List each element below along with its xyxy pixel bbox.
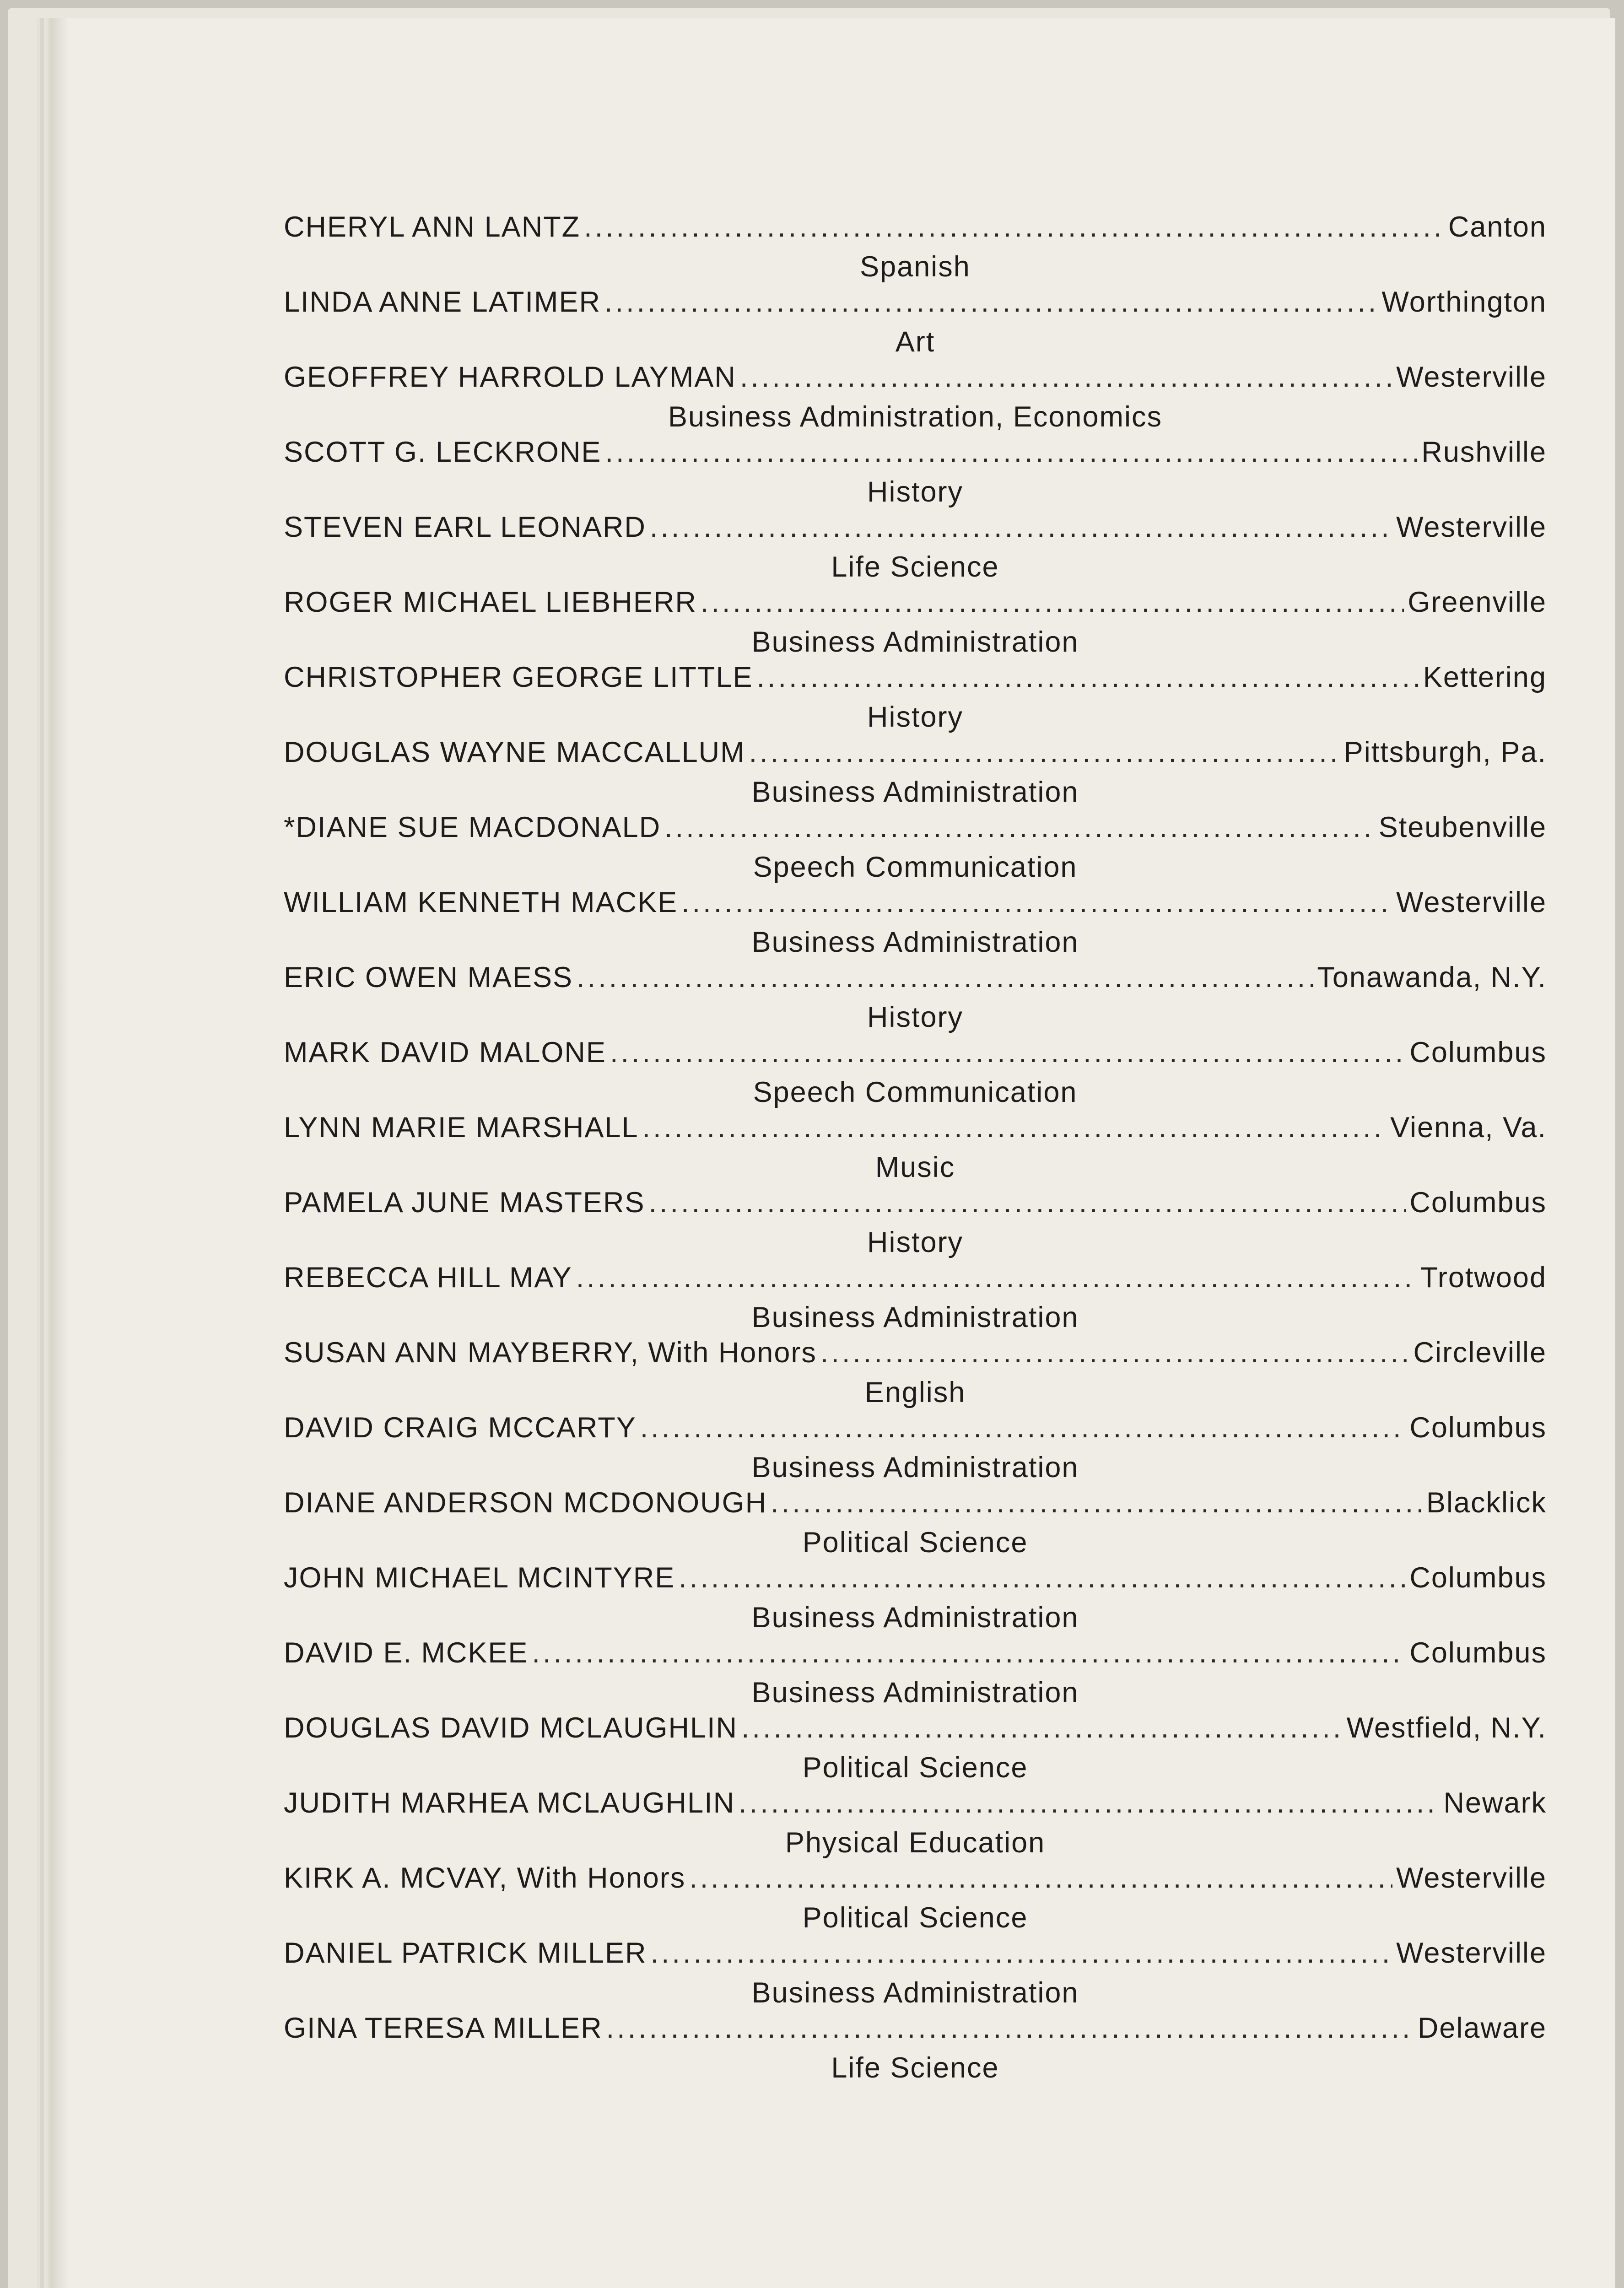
graduate-line (284, 1261, 1547, 1299)
graduate-line (284, 361, 1547, 398)
graduate-entry (284, 210, 1547, 286)
graduate-name: JUDITH MARHEA MCLAUGHLIN (284, 1787, 735, 1819)
graduate-hometown: Vienna, Va. (1390, 1112, 1547, 1144)
graduate-line (284, 586, 1547, 623)
dot-leader (642, 1111, 1387, 1144)
dot-leader (605, 436, 1418, 469)
graduate-major: Spanish (860, 251, 971, 283)
graduate-entry (284, 1862, 1547, 1937)
graduate-entry (284, 1336, 1547, 1411)
graduate-hometown: Greenville (1408, 586, 1547, 618)
graduate-name: LINDA ANNE LATIMER (284, 286, 601, 318)
dot-leader (577, 961, 1313, 994)
graduate-line (284, 661, 1547, 698)
graduate-name: PAMELA JUNE MASTERS (284, 1187, 645, 1219)
graduate-line (284, 1336, 1547, 1374)
graduate-line (284, 436, 1547, 473)
graduate-hometown: Kettering (1423, 661, 1547, 693)
graduate-major: Political Science (802, 1752, 1028, 1784)
graduate-name: DAVID E. MCKEE (284, 1637, 529, 1669)
graduate-line (284, 1862, 1547, 1899)
graduate-line (284, 811, 1547, 848)
program-page (50, 18, 1615, 2288)
graduate-line (284, 511, 1547, 548)
graduate-hometown: Steubenville (1378, 811, 1547, 843)
graduate-line (284, 210, 1547, 248)
graduate-list (284, 210, 1547, 2087)
dot-leader (689, 1862, 1392, 1894)
graduate-hometown: Columbus (1409, 1562, 1547, 1594)
graduate-major: Physical Education (785, 1827, 1046, 1859)
graduate-line (284, 1937, 1547, 1974)
graduate-major: History (867, 1226, 963, 1258)
graduate-major: Business Administration (751, 1452, 1079, 1484)
dot-leader (757, 661, 1419, 694)
graduate-major: Business Administration (751, 1677, 1079, 1709)
graduate-hometown: Columbus (1409, 1187, 1547, 1219)
graduate-line (284, 1186, 1547, 1224)
dot-leader (701, 586, 1404, 619)
graduate-entry (284, 1711, 1547, 1786)
graduate-major: Political Science (802, 1902, 1028, 1934)
graduate-hometown: Worthington (1381, 286, 1547, 318)
dot-leader (651, 1937, 1393, 1970)
dot-leader (740, 361, 1392, 394)
dot-leader (681, 886, 1392, 919)
graduate-major: Business Administration (751, 1977, 1079, 2009)
graduate-hometown: Pittsburgh, Pa. (1343, 736, 1547, 768)
graduate-entry (284, 1186, 1547, 1261)
dot-leader (741, 1711, 1343, 1744)
graduate-major: History (867, 476, 963, 508)
graduate-hometown: Columbus (1409, 1412, 1547, 1444)
graduate-hometown: Newark (1443, 1787, 1547, 1819)
graduate-entry (284, 1261, 1547, 1336)
graduate-hometown: Columbus (1409, 1036, 1547, 1068)
graduate-line (284, 1711, 1547, 1749)
graduate-name: JOHN MICHAEL MCINTYRE (284, 1562, 675, 1594)
dot-leader (771, 1486, 1423, 1519)
graduate-name: LYNN MARIE MARSHALL (284, 1112, 639, 1144)
graduate-major: Business Administration (751, 926, 1079, 958)
graduate-major: History (867, 1001, 963, 1033)
graduate-entry (284, 1411, 1547, 1486)
graduate-name: DIANE ANDERSON MCDONOUGH (284, 1487, 767, 1519)
graduate-line (284, 961, 1547, 998)
graduate-name: SUSAN ANN MAYBERRY, With Honors (284, 1337, 817, 1369)
dot-leader (610, 1036, 1406, 1069)
graduate-hometown: Tonawanda, N.Y. (1317, 961, 1547, 993)
graduate-major: Business Administration, Economics (668, 401, 1162, 433)
dot-leader (606, 2012, 1414, 2045)
graduate-name: ROGER MICHAEL LIEBHERR (284, 586, 697, 618)
dot-leader (604, 286, 1378, 318)
graduate-hometown: Canton (1448, 211, 1547, 243)
graduate-hometown: Westerville (1396, 1937, 1547, 1969)
graduate-name: REBECCA HILL MAY (284, 1262, 572, 1294)
graduate-hometown: Trotwood (1420, 1262, 1547, 1294)
graduate-line (284, 286, 1547, 323)
dot-leader (664, 811, 1375, 844)
graduate-hometown: Westfield, N.Y. (1346, 1712, 1547, 1744)
graduate-line (284, 1786, 1547, 1824)
dot-leader (532, 1636, 1406, 1669)
dot-leader (576, 1261, 1417, 1294)
graduate-major: Business Administration (751, 1602, 1079, 1634)
graduate-entry (284, 1937, 1547, 2012)
graduate-name: WILLIAM KENNETH MACKE (284, 886, 678, 918)
graduate-line (284, 886, 1547, 923)
graduate-entry (284, 1036, 1547, 1111)
dot-leader (739, 1786, 1440, 1819)
dot-leader (650, 511, 1392, 544)
graduate-major: Life Science (831, 551, 999, 583)
graduate-name: DAVID CRAIG MCCARTY (284, 1412, 637, 1444)
graduate-hometown: Westerville (1396, 886, 1547, 918)
graduate-line (284, 1036, 1547, 1074)
graduate-name: DOUGLAS WAYNE MACCALLUM (284, 736, 745, 768)
graduate-name: *DIANE SUE MACDONALD (284, 811, 661, 843)
graduate-major: Music (875, 1151, 955, 1183)
dot-leader (640, 1411, 1406, 1444)
graduate-entry (284, 586, 1547, 661)
graduate-line (284, 1561, 1547, 1599)
graduate-entry (284, 736, 1547, 811)
graduate-line (284, 2012, 1547, 2049)
graduate-major: Art (895, 326, 935, 358)
graduate-hometown: Westerville (1396, 1862, 1547, 1894)
graduate-name: DOUGLAS DAVID MCLAUGHLIN (284, 1712, 738, 1744)
graduate-hometown: Westerville (1396, 361, 1547, 393)
graduate-major: English (864, 1376, 966, 1408)
graduate-major: Speech Communication (753, 1076, 1078, 1108)
graduate-line (284, 1636, 1547, 1674)
graduate-major: Life Science (831, 2052, 999, 2084)
graduate-name: STEVEN EARL LEONARD (284, 511, 646, 543)
graduate-entry (284, 886, 1547, 961)
graduate-entry (284, 811, 1547, 886)
graduate-line (284, 1486, 1547, 1524)
graduate-name: GINA TERESA MILLER (284, 2012, 603, 2044)
graduate-entry (284, 436, 1547, 511)
graduate-name: MARK DAVID MALONE (284, 1036, 606, 1068)
dot-leader (679, 1561, 1406, 1594)
graduate-entry (284, 361, 1547, 436)
graduate-entry (284, 1111, 1547, 1186)
graduate-hometown: Circleville (1413, 1337, 1547, 1369)
graduate-name: DANIEL PATRICK MILLER (284, 1937, 647, 1969)
graduate-hometown: Rushville (1421, 436, 1547, 468)
graduate-name: CHRISTOPHER GEORGE LITTLE (284, 661, 753, 693)
graduate-entry (284, 961, 1547, 1036)
graduate-entry (284, 1636, 1547, 1711)
graduate-line (284, 1411, 1547, 1449)
dot-leader (584, 210, 1445, 243)
graduate-name: ERIC OWEN MAESS (284, 961, 573, 993)
graduate-hometown: Delaware (1417, 2012, 1547, 2044)
graduate-name: KIRK A. MCVAY, With Honors (284, 1862, 686, 1894)
graduate-hometown: Blacklick (1426, 1487, 1547, 1519)
graduate-major: Business Administration (751, 776, 1079, 808)
graduate-line (284, 736, 1547, 773)
graduate-entry (284, 661, 1547, 736)
graduate-major: History (867, 701, 963, 733)
dot-leader (649, 1186, 1406, 1219)
graduate-name: GEOFFREY HARROLD LAYMAN (284, 361, 736, 393)
graduate-major: Speech Communication (753, 851, 1078, 883)
graduate-major: Business Administration (751, 1301, 1079, 1333)
graduate-major: Political Science (802, 1527, 1028, 1559)
graduate-hometown: Columbus (1409, 1637, 1547, 1669)
dot-leader (749, 736, 1340, 769)
graduate-hometown: Westerville (1396, 511, 1547, 543)
graduate-name: CHERYL ANN LANTZ (284, 211, 581, 243)
graduate-line (284, 1111, 1547, 1149)
graduate-entry (284, 511, 1547, 586)
graduate-entry (284, 286, 1547, 361)
graduate-entry (284, 1561, 1547, 1636)
graduate-entry (284, 1786, 1547, 1862)
dot-leader (820, 1336, 1410, 1369)
graduate-major: Business Administration (751, 626, 1079, 658)
graduate-entry (284, 2012, 1547, 2087)
graduate-entry (284, 1486, 1547, 1561)
graduate-name: SCOTT G. LECKRONE (284, 436, 602, 468)
page-spine-shadow (50, 18, 69, 2288)
